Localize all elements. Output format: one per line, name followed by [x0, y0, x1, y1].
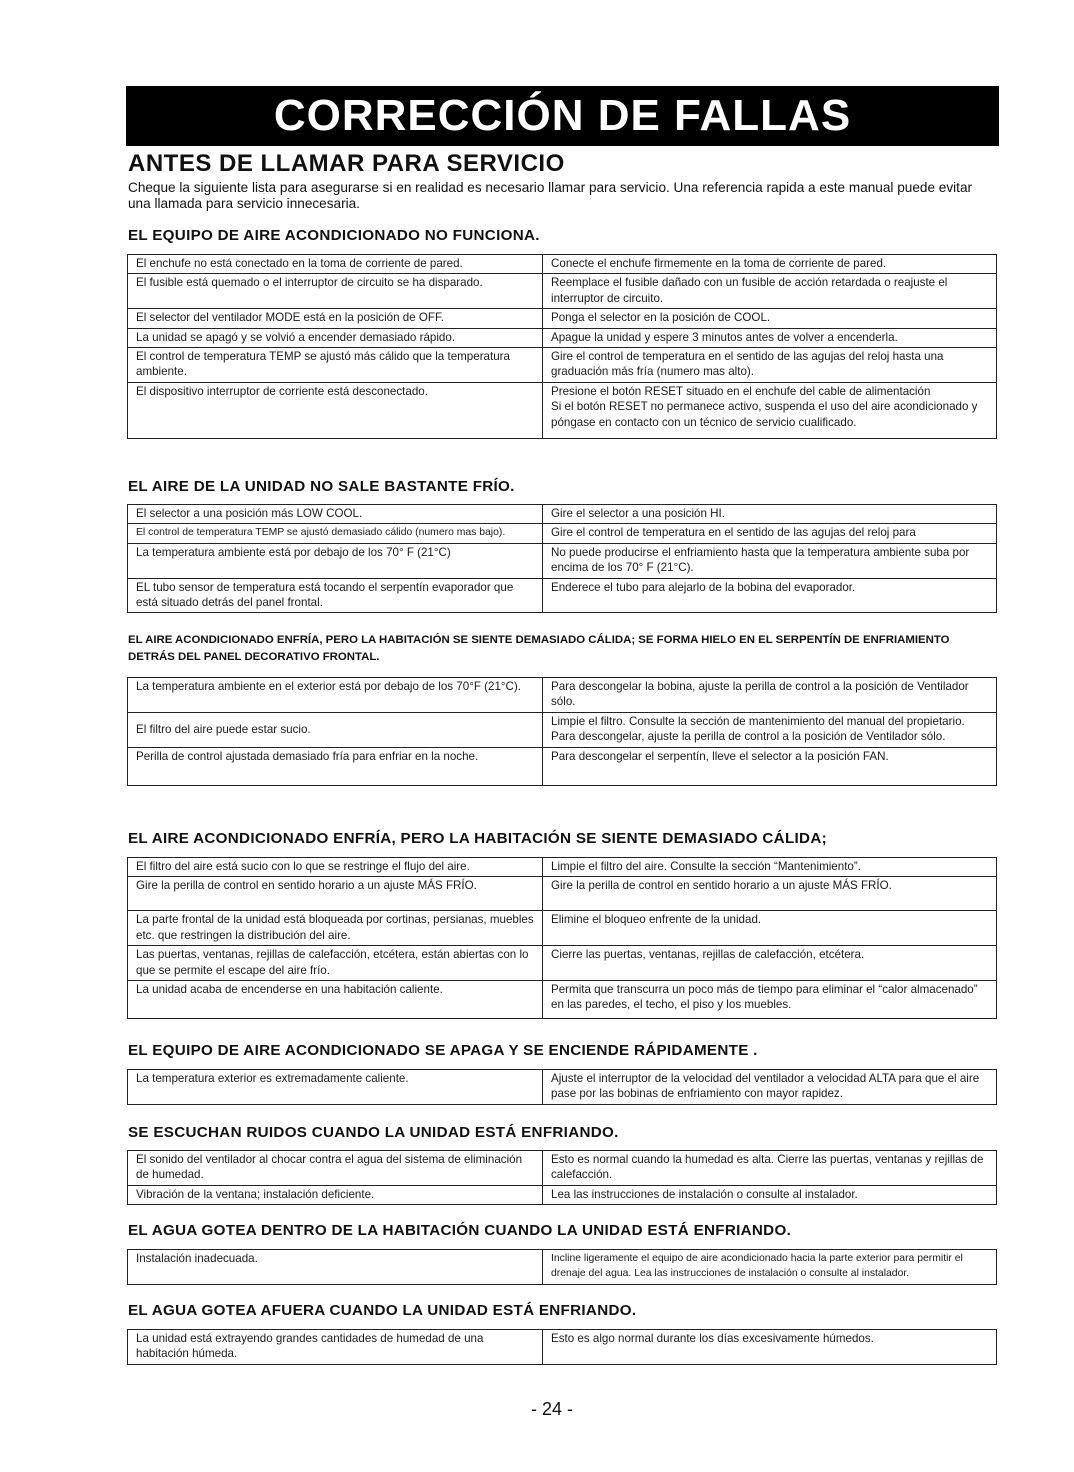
page-number: - 24 - [530, 1399, 573, 1419]
solution-cell: Esto es normal cuando la humedad es alta. Cierre las puertas, ventanas y rejillas de calefacción. [543, 1151, 997, 1186]
troubleshooting-table [127, 254, 997, 439]
cause-cell: El fusible está quemado o el interruptor de circuito se ha disparado. [128, 274, 543, 309]
table-row [128, 348, 997, 383]
troubleshooting-table [127, 504, 997, 613]
cause-cell: El control de temperatura TEMP se ajustó demasiado cálido (numero mas bajo). [128, 524, 543, 543]
table-row [128, 578, 997, 613]
cause-cell: El dispositivo interruptor de corriente está desconectado. [128, 382, 543, 438]
solution-cell: Permita que transcurra un poco más de tiempo para eliminar el “calor almacenado” en las paredes, el techo, el piso y los muebles. [543, 981, 997, 1019]
section-title: SE ESCUCHAN RUIDOS CUANDO LA UNIDAD ESTÁ ENFRIANDO. [128, 1124, 619, 1141]
solution-cell: Ponga el selector en la posición de COOL. [543, 309, 997, 328]
solution-cell: Esto es algo normal durante los días excesivamente húmedos. [543, 1330, 997, 1365]
table-row [128, 309, 997, 328]
table-row [128, 543, 997, 578]
table-row [128, 1151, 997, 1186]
table-row [128, 946, 997, 981]
section-title: EL AIRE ACONDICIONADO ENFRÍA, PERO LA HABITACIÓN SE SIENTE DEMASIADO CÁLIDA; SE FORMA HIELO EN EL SERPENTÍN DE ENFRIAMIENTO DETRÁS DEL PANEL DECORATIVO FRONTAL. [128, 634, 950, 663]
solution-cell: Ajuste el interruptor de la velocidad del ventilador a velocidad ALTA para que el aire pase por las bobinas de enfriamiento con mayor rapidez. [543, 1070, 997, 1105]
table-row [128, 747, 997, 785]
cause-cell: El filtro del aire puede estar sucio. [128, 712, 543, 747]
cause-cell: Gire la perilla de control en sentido horario a un ajuste MÁS FRÍO. [128, 877, 543, 911]
table-row [128, 382, 997, 438]
table-row [128, 1330, 997, 1365]
page-heading: ANTES DE LLAMAR PARA SERVICIO [128, 150, 565, 177]
solution-cell: Apague la unidad y espere 3 minutos antes de volver a encenderla. [543, 328, 997, 347]
section-title: EL EQUIPO DE AIRE ACONDICIONADO SE APAGA Y SE ENCIENDE RÁPIDAMENTE . [128, 1042, 758, 1059]
cause-cell: La unidad está extrayendo grandes cantidades de humedad de una habitación húmeda. [128, 1330, 543, 1365]
section-title: EL EQUIPO DE AIRE ACONDICIONADO NO FUNCIONA. [128, 227, 540, 244]
solution-cell: Incline ligeramente el equipo de aire acondicionado hacia la parte exterior para permitir el drenaje del agua. Lea las instrucciones de instalación o consulte al instalador. [543, 1250, 997, 1285]
cause-cell: El selector a una posición más LOW COOL. [128, 505, 543, 524]
solution-cell: Elimine el bloqueo enfrente de la unidad. [543, 911, 997, 946]
table-row [128, 981, 997, 1019]
solution-cell: Conecte el enchufe firmemente en la toma de corriente de pared. [543, 255, 997, 274]
solution-cell: Gire el control de temperatura en el sentido de las agujas del reloj para [543, 524, 997, 543]
solution-cell: Cierre las puertas, ventanas, rejillas de calefacción, etcétera. [543, 946, 997, 981]
solution-cell: Limpie el filtro. Consulte la sección de mantenimiento del manual del propietario. Para descongelar, ajuste la perilla de control a la posición de Ventilador sólo. [543, 712, 997, 747]
section-title: EL AIRE DE LA UNIDAD NO SALE BASTANTE FRÍO. [128, 478, 515, 495]
solution-cell: Reemplace el fusible dañado con un fusible de acción retardada o reajuste el interruptor de circuito. [543, 274, 997, 309]
table-row [128, 328, 997, 347]
solution-cell: Enderece el tubo para alejarlo de la bobina del evaporador. [543, 578, 997, 613]
table-row [128, 274, 997, 309]
solution-cell: Limpie el filtro del aire. Consulte la sección “Mantenimiento”. [543, 858, 997, 877]
title-banner [126, 86, 999, 146]
cause-cell: La temperatura ambiente en el exterior está por debajo de los 70°F (21°C). [128, 678, 543, 713]
cause-cell: Las puertas, ventanas, rejillas de calefacción, etcétera, están abiertas con lo que se permite el escape del aire frío. [128, 946, 543, 981]
cause-cell: El filtro del aire está sucio con lo que se restringe el flujo del aire. [128, 858, 543, 877]
section-title: EL AIRE ACONDICIONADO ENFRÍA, PERO LA HABITACIÓN SE SIENTE DEMASIADO CÁLIDA; [128, 830, 827, 847]
table-row [128, 911, 997, 946]
table-row [128, 1250, 997, 1285]
table-row [128, 678, 997, 713]
table-row [128, 712, 997, 747]
cause-cell: La unidad se apagó y se volvió a encender demasiado rápido. [128, 328, 543, 347]
cause-cell: EL tubo sensor de temperatura está tocando el serpentín evaporador que está situado detrás del panel frontal. [128, 578, 543, 613]
cause-cell: El enchufe no está conectado en la toma de corriente de pared. [128, 255, 543, 274]
cause-cell: La unidad acaba de encenderse en una habitación caliente. [128, 981, 543, 1019]
cause-cell: La temperatura ambiente está por debajo de los 70° F (21°C) [128, 543, 543, 578]
cause-cell: El sonido del ventilador al chocar contra el agua del sistema de eliminación de humedad. [128, 1151, 543, 1186]
table-row [128, 255, 997, 274]
solution-cell: No puede producirse el enfriamiento hasta que la temperatura ambiente suba por encima de los 70° F (21°C). [543, 543, 997, 578]
section-title: EL AGUA GOTEA DENTRO DE LA HABITACIÓN CUANDO LA UNIDAD ESTÁ ENFRIANDO. [128, 1222, 792, 1239]
solution-cell: Gire el control de temperatura en el sentido de las agujas del reloj hasta una graduación más fría (numero mas alto). [543, 348, 997, 383]
cause-cell: La parte frontal de la unidad está bloqueada por cortinas, persianas, muebles etc. que restringen la distribución del aire. [128, 911, 543, 946]
banner-title: CORRECCIÓN DE FALLAS [273, 91, 852, 140]
solution-cell: Gire el selector a una posición HI. [543, 505, 997, 524]
cause-cell: La temperatura exterior es extremadamente caliente. [128, 1070, 543, 1105]
cause-cell: Instalación inadecuada. [128, 1250, 543, 1285]
cause-cell: El selector del ventilador MODE está en la posición de OFF. [128, 309, 543, 328]
table-row [128, 858, 997, 877]
solution-cell: Presione el botón RESET situado en el enchufe del cable de alimentación Si el botón RESET no permanece activo, suspenda el uso del aire acondicionado y póngase en contacto con un técnico de servicio cualificado. [543, 382, 997, 438]
table-row [128, 1070, 997, 1105]
table-row [128, 1185, 997, 1204]
table-row [128, 524, 997, 543]
cause-cell: El control de temperatura TEMP se ajustó más cálido que la temperatura ambiente. [128, 348, 543, 383]
solution-cell: Para descongelar la bobina, ajuste la perilla de control a la posición de Ventilador sólo. [543, 678, 997, 713]
troubleshooting-table [127, 677, 997, 786]
troubleshooting-table [127, 1249, 997, 1285]
troubleshooting-table [127, 1329, 997, 1365]
cause-cell: Perilla de control ajustada demasiado fría para enfriar en la noche. [128, 747, 543, 785]
troubleshooting-table [127, 1150, 997, 1205]
solution-cell: Para descongelar el serpentín, lleve el selector a la posición FAN. [543, 747, 997, 785]
table-row [128, 877, 997, 911]
table-row [128, 505, 997, 524]
intro-paragraph: Cheque la siguiente lista para asegurarse si en realidad es necesario llamar para servicio. Una referencia rapida a este manual puede evitar una llamada para servicio innecesaria. [128, 180, 973, 211]
solution-cell: Gire la perilla de control en sentido horario a un ajuste MÁS FRÍO. [543, 877, 997, 911]
troubleshooting-table [127, 857, 997, 1019]
section-title: EL AGUA GOTEA AFUERA CUANDO LA UNIDAD ESTÁ ENFRIANDO. [128, 1302, 637, 1319]
solution-cell: Lea las instrucciones de instalación o consulte al instalador. [543, 1185, 997, 1204]
cause-cell: Vibración de la ventana; instalación deficiente. [128, 1185, 543, 1204]
troubleshooting-table [127, 1069, 997, 1105]
